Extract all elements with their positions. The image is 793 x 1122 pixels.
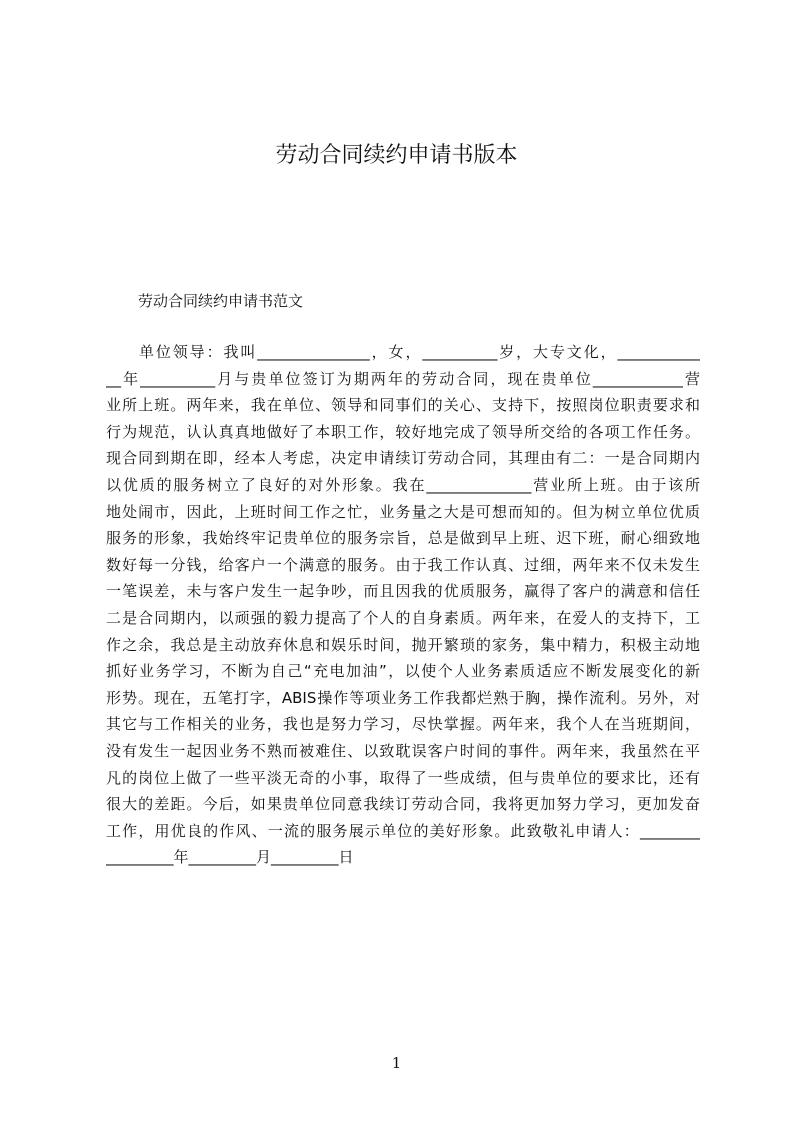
- body-line: 地处闹市，因此，上班时间工作之忙，业务量之大是可想而知的。但为树立单位优质: [106, 502, 700, 521]
- body-line: 单位领导：我叫_______________，女，__________岁，大专文化，___________: [139, 343, 700, 361]
- body-line: 二是合同期内，以顽强的毅力提高了个人的自身素质。两年来，在爱人的支持下，工: [106, 608, 700, 627]
- page-number: 1: [391, 1054, 402, 1072]
- body-line: 凡的岗位上做了一些平淡无奇的小事，取得了一些成绩，但与贵单位的要求比，还有: [106, 768, 700, 787]
- body-line: 作之余，我总是主动放弃休息和娱乐时间，抛开繁琐的家务，集中精力，积极主动地: [106, 635, 700, 654]
- body-line: 业所上班。两年来，我在单位、领导和同事们的关心、支持下，按照岗位职责要求和: [106, 396, 700, 415]
- body-line: 一笔误差，未与客户发生一起争吵，而且因我的优质服务，赢得了客户的满意和信任: [106, 582, 700, 601]
- body-line: __年__________月与贵单位签订为期两年的劳动合同，现在贵单位____________营: [106, 369, 700, 388]
- body-line: 形势。现在，五笔打字，ABIS操作等项业务工作我都烂熟于胸，操作流利。另外，对: [106, 688, 700, 707]
- body-line: 抓好业务学习，不断为自己“充电加油”，以使个人业务素质适应不断发展变化的新: [106, 662, 700, 681]
- body-line: 行为规范，认认真真地做好了本职工作，较好地完成了领导所交给的各项工作任务。: [106, 422, 700, 441]
- document-body: [106, 339, 700, 871]
- body-line: 很大的差距。今后，如果贵单位同意我续订劳动合同，我将更加努力学习，更加发奋: [106, 795, 700, 814]
- body-line: 其它与工作相关的业务，我也是努力学习，尽快掌握。两年来，我个人在当班期间，: [106, 715, 700, 734]
- body-line: 工作，用优良的作风、一流的服务展示单位的美好形象。此致敬礼申请人：________: [106, 821, 700, 840]
- body-line: 服务的形象，我始终牢记贵单位的服务宗旨，总是做到早上班、迟下班，耐心细致地: [106, 529, 700, 548]
- body-line: 以优质的服务树立了良好的对外形象。我在______________营业所上班。由于该所: [106, 475, 700, 494]
- body-line: 数好每一分钱，给客户一个满意的服务。由于我工作认真、过细，两年来不仅未发生: [106, 555, 700, 574]
- document-subtitle: 劳动合同续约申请书范文: [138, 292, 304, 310]
- body-line: 没有发生一起因业务不熟而被难住、以致耽误客户时间的事件。两年来，我虽然在平: [106, 741, 700, 760]
- body-line: _________年_________月_________日: [106, 848, 354, 867]
- document-title: 劳动合同续约申请书版本: [275, 143, 518, 168]
- body-line: 现合同到期在即，经本人考虑，决定申请续订劳动合同，其理由有二：一是合同期内: [106, 449, 700, 468]
